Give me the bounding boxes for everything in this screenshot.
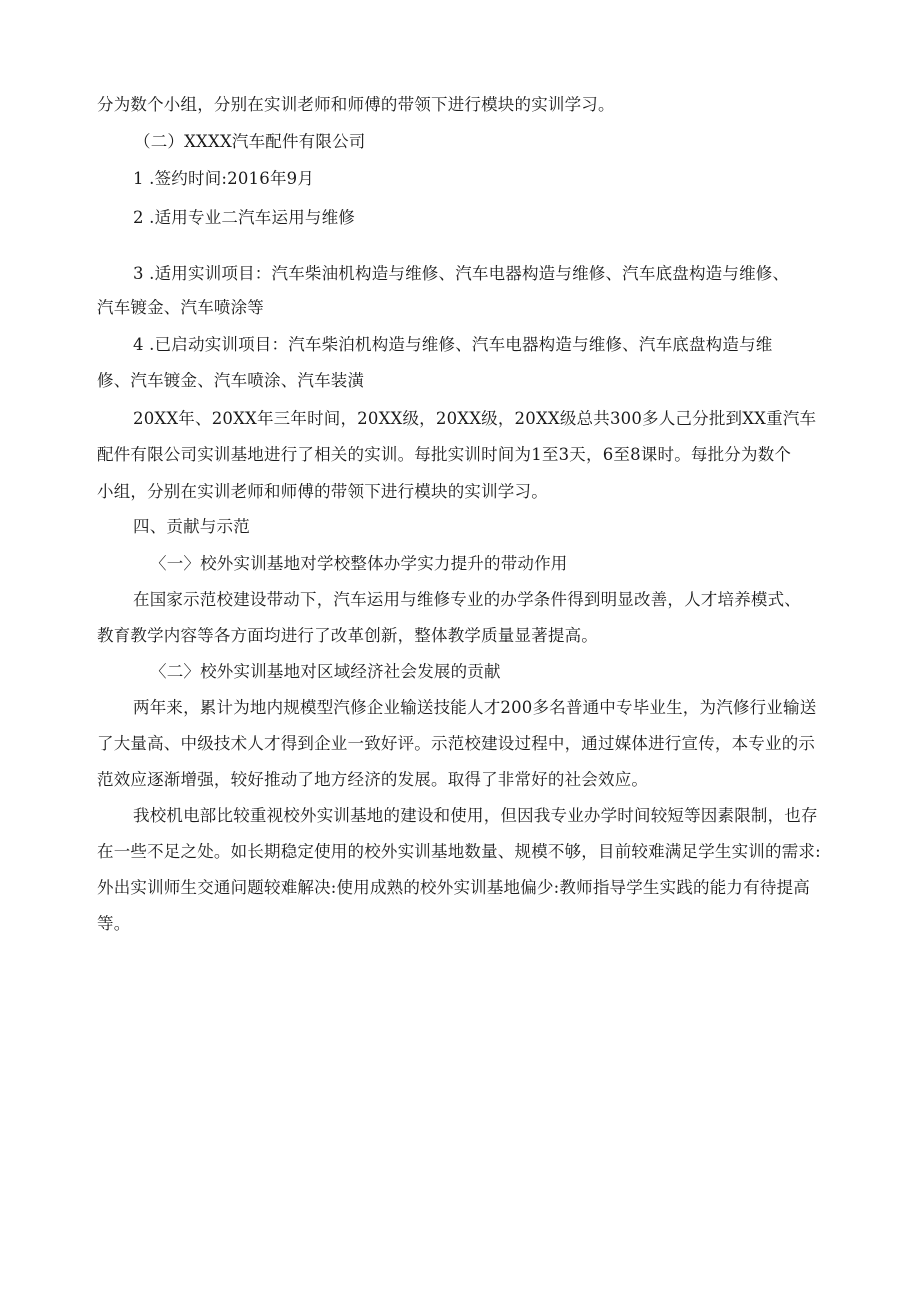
list-item: 1 .签约时间:2016年9月 <box>133 169 315 188</box>
section-heading: 四、贡献与示范 <box>133 517 250 536</box>
text-line: 我校机电部比较重视校外实训基地的建设和使用，但因我专业办学时间较短等因素限制，也存 <box>133 806 818 825</box>
text-line: 外出实训师生交通问题较难解决:使用成熟的校外实训基地偏少:教师指导学生实践的能力有待提高 <box>97 878 810 897</box>
text-line: 两年来，累计为地内规模型汽修企业输送技能人才200多名普通中专毕业生，为汽修行业输送 <box>133 698 817 717</box>
text-line: 分为数个小组，分别在实训老师和师傅的带领下进行模块的实训学习。 <box>97 95 615 114</box>
text-line: 在一些不足之处。如长期稳定使用的校外实训基地数量、规模不够，目前较难满足学生实训的需求: <box>97 842 821 861</box>
list-item: 3 .适用实训项目：汽车柴油机构造与维修、汽车电器构造与维修、汽车底盘构造与维修、 <box>133 264 790 283</box>
text-line: 20XX年、20XX年三年时间，20XX级，20XX级，20XX级总共300多人己分批到XX重汽车 <box>133 409 817 428</box>
text-line: 范效应逐渐增强，较好推动了地方经济的发展。取得了非常好的社会效应。 <box>97 770 649 789</box>
subsection-heading: 〈一〉校外实训基地对学校整体办学实力提升的带动作用 <box>150 554 568 573</box>
text-line: 小组，分别在实训老师和师傅的带领下进行模块的实训学习。 <box>97 482 548 501</box>
section-heading: （二）XXXX汽车配件有限公司 <box>134 132 366 151</box>
text-line: 修、汽车镀金、汽车喷涂、汽车装潢 <box>97 371 365 390</box>
list-item: 4 .已启动实训项目：汽车柴泊机构造与维修、汽车电器构造与维修、汽车底盘构造与维 <box>133 335 773 354</box>
text-line: 等。 <box>97 914 131 933</box>
subsection-heading: 〈二〉校外实训基地对区域经济社会发展的贡献 <box>150 662 501 681</box>
text-line: 在国家示范校建设带动下，汽车运用与维修专业的办学条件得到明显改善，人才培养模式、 <box>133 590 801 609</box>
list-item: 2 .适用专业二汽车运用与维修 <box>133 208 355 227</box>
text-line: 教育教学内容等各方面均进行了改革创新，整体教学质量显著提高。 <box>97 626 598 645</box>
text-line: 配件有限公司实训基地进行了相关的实训。每批实训时间为1至3天，6至8课时。每批分为数个 <box>97 445 792 464</box>
text-line: 汽车镀金、汽车喷涂等 <box>97 298 264 317</box>
text-line: 了大量高、中级技术人才得到企业一致好评。示范校建设过程中，通过媒体进行宣传，本专业的示 <box>97 734 816 753</box>
